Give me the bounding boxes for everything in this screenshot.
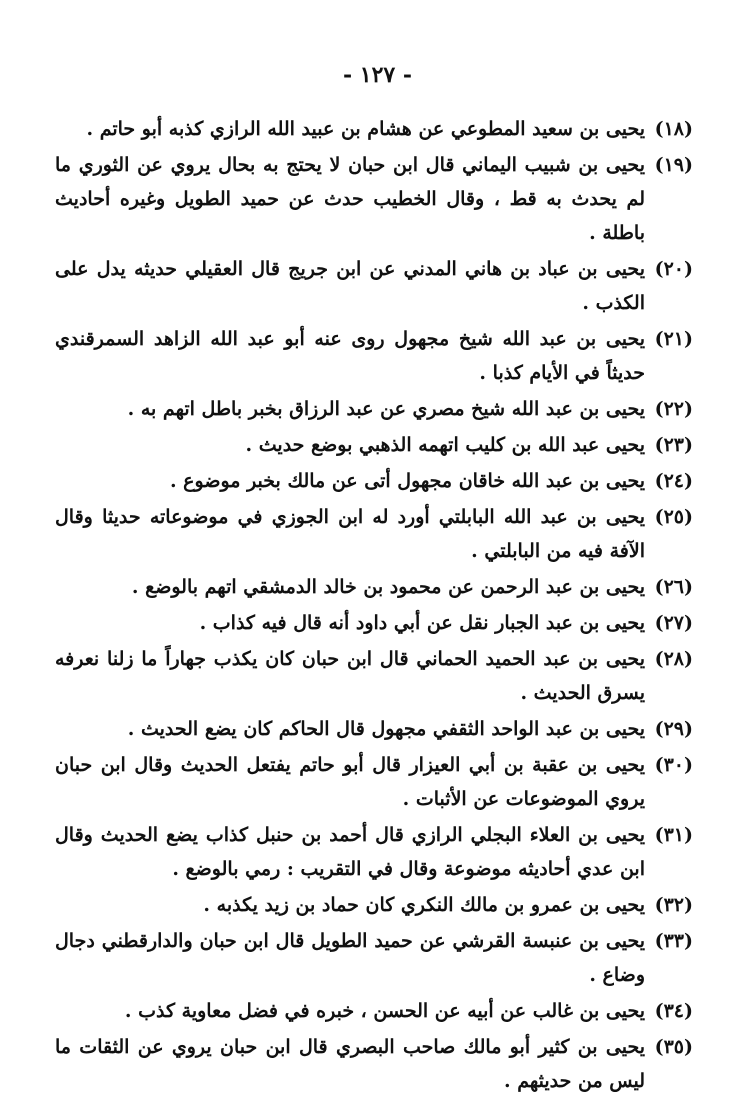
entry-number: (٣٥) [654,1036,693,1058]
entry-number: (٢٧) [654,612,693,634]
entry-text: يحيى بن عبد الحميد الحماني قال ابن حبان كان يكذب جهاراً ما زلنا نعرفه يسرق الحديث . [55,648,645,704]
entry-list [55,112,693,1100]
entry-number: (١٩) [654,154,693,176]
entry-number: (٣١) [654,824,693,846]
entry-number: (٢٩) [654,718,693,740]
entry-text: يحيى بن شبيب اليماني قال ابن حبان لا يحتج به بحال يروي عن الثوري ما لم يحدث به قط ، وقال الخطيب حدث عن حميد الطويل وغيره أحاديث باطلة . [55,154,645,244]
entry-text: يحيى بن سعيد المطوعي عن هشام بن عبيد الله الرازي كذبه أبو حاتم . [86,118,645,140]
entry-text: يحيى بن كثير أبو مالك صاحب البصري قال ابن حبان يروي عن الثقات ما ليس من حديثهم . [55,1036,645,1092]
entry-number: (٣٢) [654,894,693,916]
entry-number: (٣٠) [654,754,693,776]
entry-text: يحيى بن عمرو بن مالك النكري كان حماد بن زيد يكذبه . [203,894,645,916]
list-item [55,642,693,710]
entry-number: (٢٨) [654,648,693,670]
list-item [55,606,693,640]
entry-text: يحيى بن عبد الله خاقان مجهول أتى عن مالك بخبر موضوع . [169,470,645,492]
list-item [55,570,693,604]
list-item [55,500,693,568]
entry-number: (٢٠) [654,258,693,280]
list-item [55,994,693,1028]
entry-number: (٢٥) [654,506,693,528]
list-item [55,464,693,498]
entry-text: يحيى بن عبد الواحد الثقفي مجهول قال الحاكم كان يضع الحديث . [127,718,645,740]
entry-number: (١٨) [654,118,693,140]
list-item [55,818,693,886]
entry-text: يحيى بن عبد الجبار نقل عن أبي داود أنه قال فيه كذاب . [199,612,645,634]
entry-text: يحيى بن عبد الله شيخ مصري عن عبد الرزاق بخبر باطل اتهم به . [127,398,645,420]
entry-text: يحيى بن عبد الله البابلتي أورد له ابن الجوزي في موضوعاته حديثا وقال الآفة فيه من البابلتي . [55,506,645,562]
page-number: - ١٢٧ - [342,62,413,88]
list-item [55,322,693,390]
list-item [55,712,693,746]
list-item [55,112,693,146]
entry-text: يحيى بن عنبسة القرشي عن حميد الطويل قال ابن حبان والدارقطني دجال وضاع . [55,930,645,986]
entry-text: يحيى بن عبد الله شيخ مجهول روى عنه أبو عبد الله الزاهد السمرقندي حديثاً في الأيام كذبا . [55,328,645,384]
entry-number: (٢٣) [654,434,693,456]
list-item [55,1030,693,1098]
entry-number: (٢٤) [654,470,693,492]
list-item [55,392,693,426]
list-item [55,428,693,462]
entry-text: يحيى عبد الله بن كليب اتهمه الذهبي بوضع حديث . [245,434,645,456]
list-item [55,252,693,320]
list-item [55,748,693,816]
entry-number: (٢٢) [654,398,693,420]
entry-number: (٣٤) [654,1000,693,1022]
entry-text: يحيى بن عباد بن هاني المدني عن ابن جريج قال العقيلي حديثه يدل على الكذب . [55,258,645,314]
entry-text: يحيى بن عبد الرحمن عن محمود بن خالد الدمشقي اتهم بالوضع . [131,576,645,598]
entry-number: (٢٦) [654,576,693,598]
list-item [55,924,693,992]
entry-number: (٣٣) [654,930,693,952]
entry-text: يحيى بن غالب عن أبيه عن الحسن ، خبره في فضل معاوية كذب . [124,1000,645,1022]
entry-number: (٢١) [654,328,693,350]
entry-text: يحيى بن عقبة بن أبي العيزار قال أبو حاتم يفتعل الحديث وقال ابن حبان يروي الموضوعات عن الأثبات . [55,754,645,810]
list-item [55,148,693,250]
entry-text: يحيى بن العلاء البجلي الرازي قال أحمد بن حنبل كذاب يضع الحديث وقال ابن عدي أحاديثه موضوعة وقال في التقريب : رمي بالوضع . [55,824,645,880]
list-item [55,888,693,922]
